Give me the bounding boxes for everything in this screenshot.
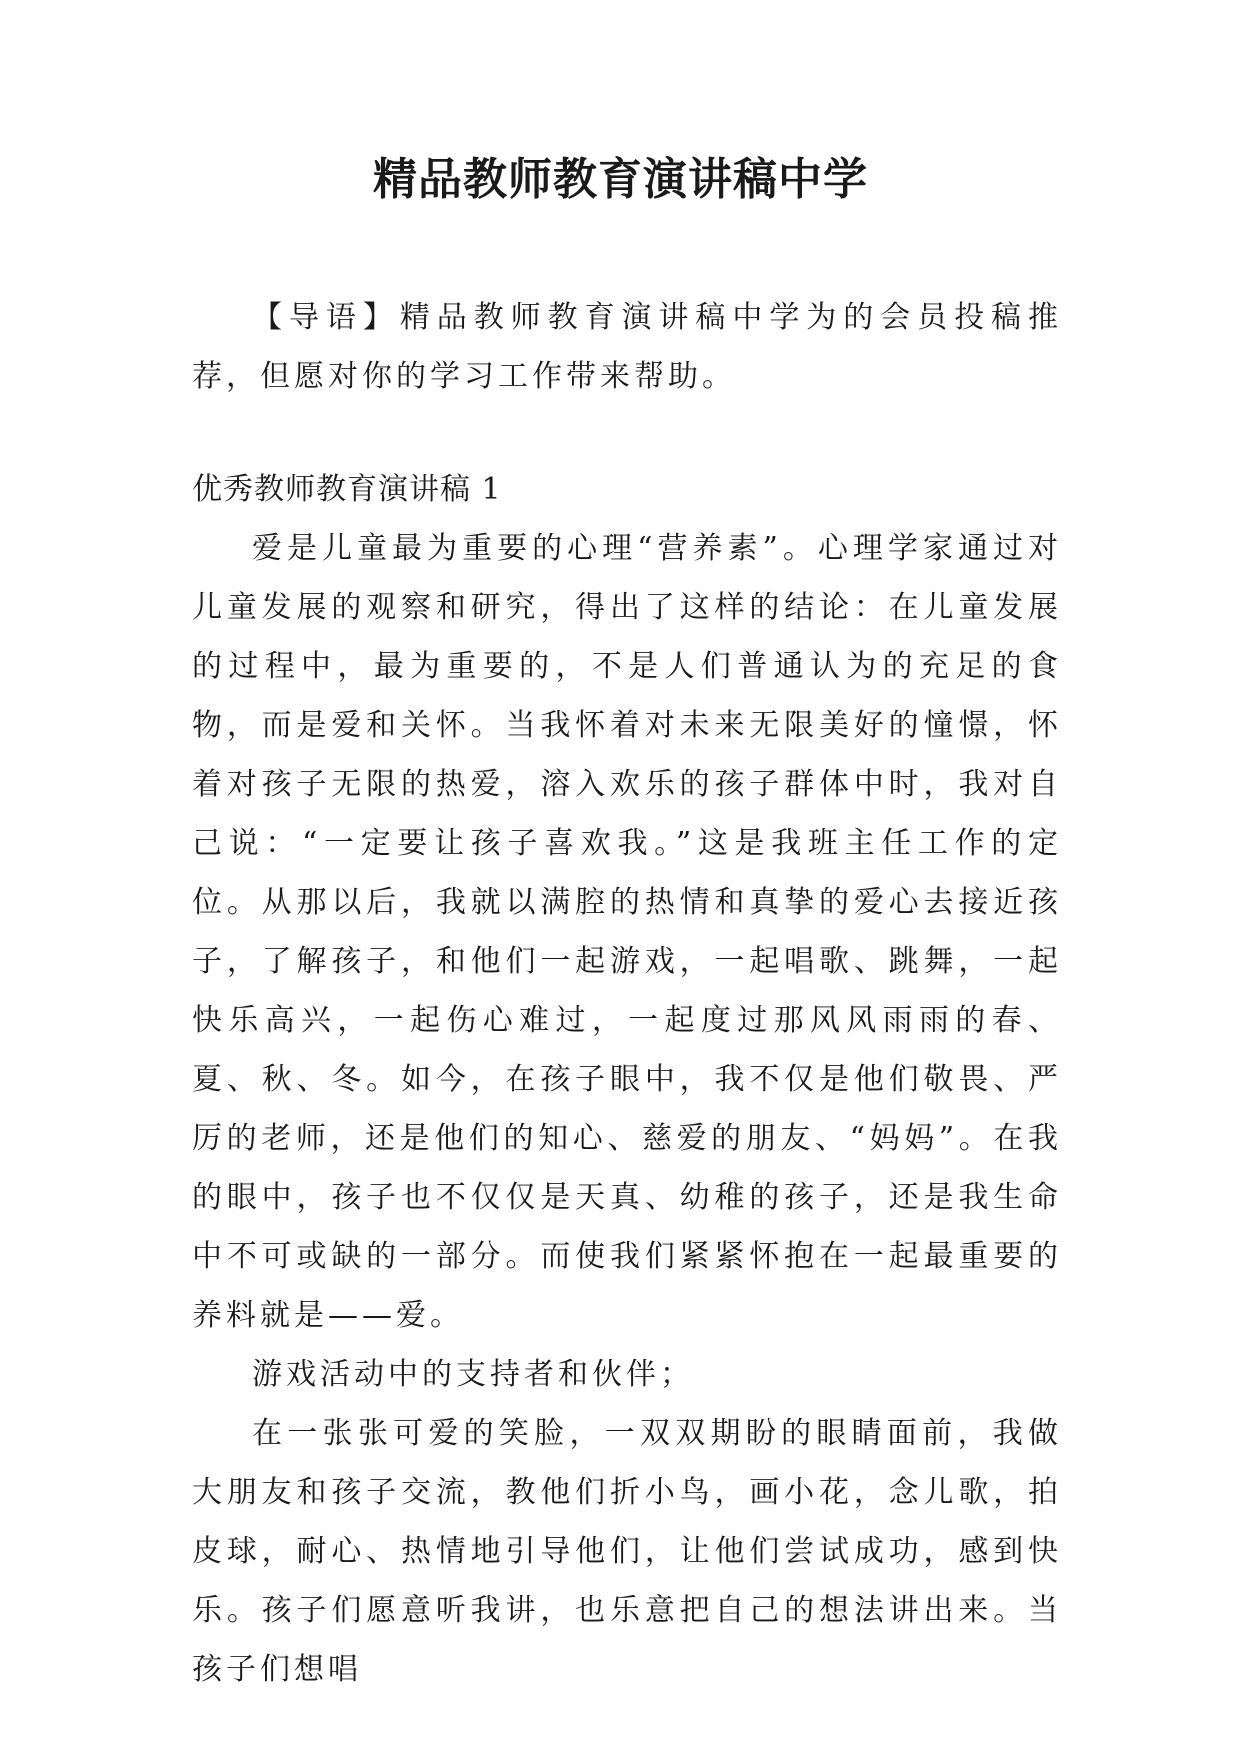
document-title: 精品教师教育演讲稿中学 (373, 154, 868, 205)
section-heading: 优秀教师教育演讲稿 1 (192, 472, 502, 507)
body-paragraph-2: 游戏活动中的支持者和伙伴； (252, 1357, 694, 1392)
section-body (192, 519, 1062, 1699)
body-paragraph-1: 爱是儿童最为重要的心理“营养素”。心理学家通过对儿童发展的观察和研究，得出了这样的结论：在儿童发展的过程中，最为重要的，不是人们普通认为的充足的食物，而是爱和关怀。当我怀着对未来无限美好的憧憬，怀着对孩子无限的热爱，溶入欢乐的孩子群体中时，我对自己说：“一定要让孩子喜欢我。”这是我班主任工作的定位。从那以后，我就以满腔的热情和真挚的爱心去接近孩子，了解孩子，和他们一起游戏，一起唱歌、跳舞，一起快乐高兴，一起伤心难过，一起度过那风风雨雨的春、夏、秋、冬。如今，在孩子眼中，我不仅是他们敬畏、严厉的老师，还是他们的知心、慈爱的朋友、“妈妈”。在我的眼中，孩子也不仅仅是天真、幼稚的孩子，还是我生命中不可或缺的一部分。而使我们紧紧怀抱在一起最重要的养料就是——爱。 (192, 531, 1062, 1333)
intro-paragraph: 【导语】精品教师教育演讲稿中学为的会员投稿推荐，但愿对你的学习工作带来帮助。 (192, 300, 1062, 394)
body-paragraph-3: 在一张张可爱的笑脸，一双双期盼的眼睛面前，我做大朋友和孩子交流，教他们折小鸟，画小花，念儿歌，拍皮球，耐心、热情地引导他们，让他们尝试成功，感到快乐。孩子们愿意听我讲，也乐意把自己的想法讲出来。当孩子们想唱 (192, 1416, 1062, 1687)
